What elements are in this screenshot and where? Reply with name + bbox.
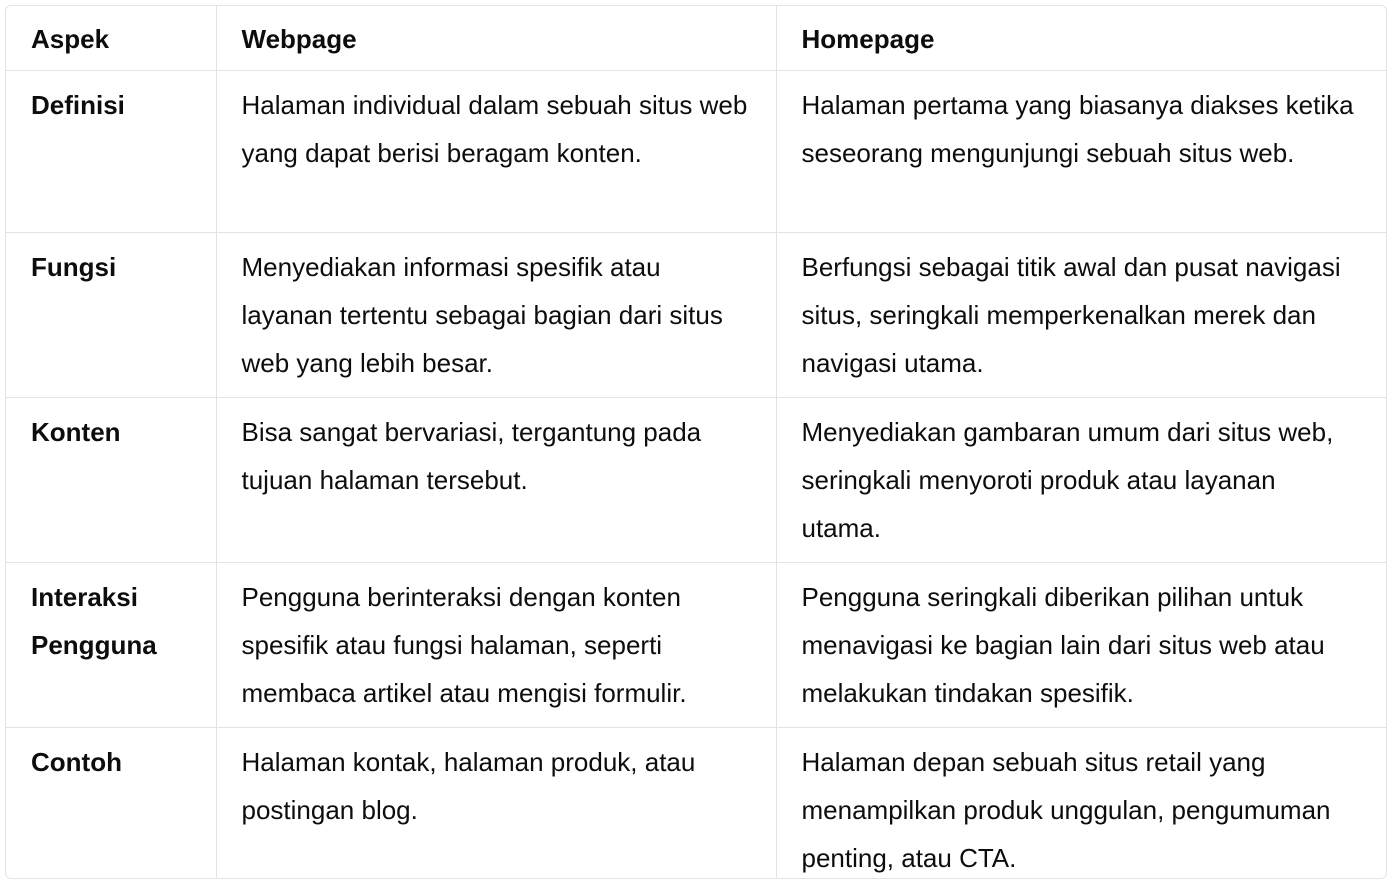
table-row [6,563,1386,728]
row-homepage-cell: Berfungsi sebagai titik awal dan pusat navigasi situs, seringkali memperkenalkan merek dan navigasi utama. [776,233,1386,398]
row-webpage-cell: Halaman kontak, halaman produk, atau postingan blog. [216,728,776,880]
comparison-table [6,6,1386,879]
row-webpage-cell: Halaman individual dalam sebuah situs web yang dapat berisi beragam konten. [216,71,776,233]
header-homepage: Homepage [776,6,1386,71]
row-homepage-cell: Halaman pertama yang biasanya diakses ketika seseorang mengunjungi sebuah situs web. [776,71,1386,233]
table-row [6,71,1386,233]
row-aspect-fungsi: Fungsi [6,233,216,398]
row-aspect-konten: Konten [6,398,216,563]
table-row [6,728,1386,880]
header-row [6,6,1386,71]
row-webpage-cell: Bisa sangat bervariasi, tergantung pada tujuan halaman tersebut. [216,398,776,563]
comparison-table-container [5,5,1387,879]
row-aspect-contoh: Contoh [6,728,216,880]
table-row [6,398,1386,563]
row-homepage-cell: Pengguna seringkali diberikan pilihan untuk menavigasi ke bagian lain dari situs web atau melakukan tindakan spesifik. [776,563,1386,728]
header-webpage: Webpage [216,6,776,71]
header-aspek: Aspek [6,6,216,71]
row-webpage-cell: Menyediakan informasi spesifik atau layanan tertentu sebagai bagian dari situs web yang lebih besar. [216,233,776,398]
table-header [6,6,1386,71]
row-webpage-cell: Pengguna berinteraksi dengan konten spesifik atau fungsi halaman, seperti membaca artikel atau mengisi formulir. [216,563,776,728]
row-homepage-cell: Menyediakan gambaran umum dari situs web, seringkali menyoroti produk atau layanan utama. [776,398,1386,563]
row-aspect-definisi: Definisi [6,71,216,233]
row-homepage-cell: Halaman depan sebuah situs retail yang menampilkan produk unggulan, pengumuman penting, atau CTA. [801,747,1331,873]
table-body [6,71,1386,880]
row-aspect-interaksi-pengguna: Interaksi Pengguna [6,563,216,728]
table-row [6,233,1386,398]
